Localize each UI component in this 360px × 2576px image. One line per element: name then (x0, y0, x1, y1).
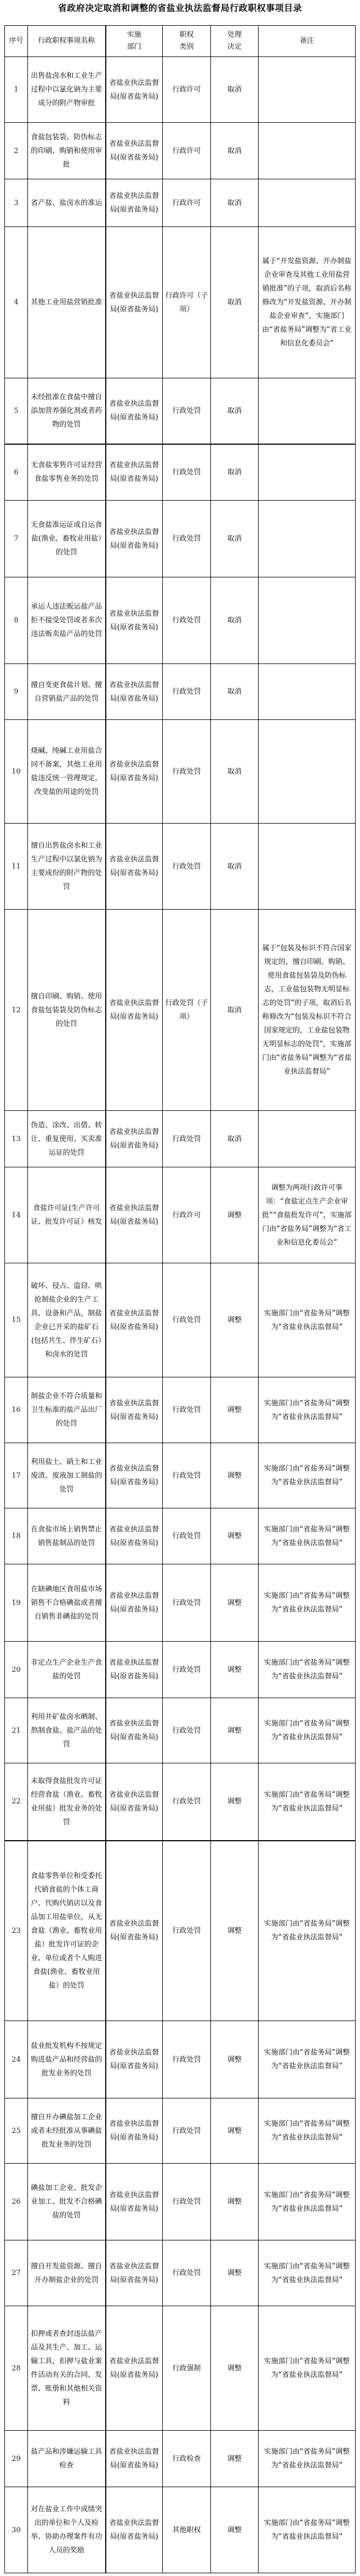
cell-seq: 17 (5, 1443, 28, 1508)
cell-category: 行政检查 (163, 2431, 211, 2487)
table-row (5, 577, 356, 664)
cell-seq: 24 (5, 2021, 28, 2098)
cell-decision: 取消 (211, 1111, 259, 1167)
table-row (5, 2487, 356, 2573)
cell-note: 实施部门由“省盐务局”调整为“省盐业执法监督局” (259, 2240, 356, 2306)
header-note: 备注 (259, 26, 356, 57)
cell-category: 行政许可 (163, 1167, 211, 1263)
cell-category: 行政处罚 (163, 2098, 211, 2164)
cell-item-name: 烧碱、纯碱工业用盐合同不备案，其他工业用盐违反统一管理规定，改变盐的用途的处罚 (28, 720, 106, 824)
cell-decision: 调整 (211, 2487, 259, 2573)
authority-items-table (4, 25, 356, 2573)
cell-decision: 调整 (211, 1841, 259, 2021)
cell-item-name: 食盐包装袋、防伪标志的印刷、购销和使用审批 (28, 123, 106, 179)
cell-category: 行政处罚 (163, 1377, 211, 1443)
cell-seq: 26 (5, 2164, 28, 2240)
cell-category: 行政处罚 (163, 1841, 211, 2021)
cell-decision: 取消 (211, 444, 259, 501)
cell-category: 行政处罚 (163, 2021, 211, 2098)
cell-dept: 省盐业执法监督局(原省盐务局) (106, 1841, 163, 2021)
cell-decision: 调整 (211, 1642, 259, 1698)
table-row (5, 1841, 356, 2021)
cell-item-name: 未取得食盐批发许可证经营食盐（渔业、畜牧业用盐）批发业务的处罚 (28, 1763, 106, 1841)
table-row (5, 1564, 356, 1642)
cell-seq: 14 (5, 1167, 28, 1263)
cell-note (259, 179, 356, 227)
cell-note (259, 720, 356, 824)
cell-note: 实施部门由“省盐务局”调整为“省盐业执法监督局” (259, 2306, 356, 2431)
cell-dept: 省盐业执法监督局(原省盐务局) (106, 1263, 163, 1377)
cell-seq: 22 (5, 1763, 28, 1841)
cell-category: 行政强制 (163, 2306, 211, 2431)
table-row (5, 123, 356, 179)
table-row (5, 2431, 356, 2487)
cell-category: 行政处罚 (163, 378, 211, 444)
cell-item-name: 非定点生产企业生产食盐的处罚 (28, 1642, 106, 1698)
cell-dept: 省盐业执法监督局(原省盐务局) (106, 2431, 163, 2487)
table-row (5, 1167, 356, 1263)
cell-category: 行政处罚 (163, 1698, 211, 1763)
cell-category: 行政处罚 (163, 664, 211, 720)
header-dept-line1: 实施 (127, 31, 141, 39)
cell-note (259, 123, 356, 179)
cell-note (259, 444, 356, 501)
cell-item-name: 擅自印刷、购销、使用食盐包装袋及防伪标志的处罚 (28, 910, 106, 1111)
cell-note: 实施部门由“省盐务局”调整为“省盐业执法监督局” (259, 2021, 356, 2098)
cell-category: 行政处罚 (163, 1508, 211, 1564)
cell-dept: 省盐业执法监督局(原省盐务局) (106, 1698, 163, 1763)
cell-category: 行政处罚 (163, 501, 211, 577)
cell-seq: 27 (5, 2240, 28, 2306)
header-seq: 序号 (5, 26, 28, 57)
cell-category: 行政处罚 (163, 1642, 211, 1698)
cell-category: 行政处罚 (163, 720, 211, 824)
cell-decision: 取消 (211, 57, 259, 123)
cell-seq: 1 (5, 57, 28, 123)
table-row (5, 378, 356, 444)
cell-decision: 取消 (211, 577, 259, 664)
cell-decision: 调整 (211, 1377, 259, 1443)
cell-decision: 取消 (211, 227, 259, 378)
cell-item-name: 擅自开发盐资源、擅自开办制盐企业的处罚 (28, 2240, 106, 2306)
cell-dept: 省盐业执法监督局(原省盐务局) (106, 2306, 163, 2431)
table-row (5, 1111, 356, 1167)
cell-dept: 省盐业执法监督局(原省盐务局) (106, 501, 163, 577)
cell-decision: 取消 (211, 824, 259, 910)
cell-dept: 省盐业执法监督局(原省盐务局) (106, 1564, 163, 1642)
cell-note (259, 501, 356, 577)
cell-decision: 调整 (211, 1167, 259, 1263)
cell-note (259, 577, 356, 664)
cell-category: 行政处罚 (163, 444, 211, 501)
cell-seq: 5 (5, 378, 28, 444)
table-row (5, 444, 356, 501)
page-title: 省政府决定取消和调整的省盐业执法监督局行政职权事项目录 (58, 3, 302, 13)
cell-dept: 省盐业执法监督局(原省盐务局) (106, 1167, 163, 1263)
table-row (5, 824, 356, 910)
cell-decision: 取消 (211, 179, 259, 227)
cell-decision: 调整 (211, 2164, 259, 2240)
cell-dept: 省盐业执法监督局(原省盐务局) (106, 1377, 163, 1443)
cell-dept: 省盐业执法监督局(原省盐务局) (106, 2487, 163, 2573)
cell-category: 行政许可 (163, 179, 211, 227)
cell-item-name: 制盐企业不符合质量和卫生标准的盐产品出厂的处罚 (28, 1377, 106, 1443)
table-row (5, 2240, 356, 2306)
table-row (5, 910, 356, 1111)
cell-dept: 省盐业执法监督局(原省盐务局) (106, 910, 163, 1111)
cell-decision: 调整 (211, 2306, 259, 2431)
table-row (5, 1508, 356, 1564)
cell-dept: 省盐业执法监督局(原省盐务局) (106, 2021, 163, 2098)
cell-seq: 19 (5, 1564, 28, 1642)
cell-dept: 省盐业执法监督局(原省盐务局) (106, 123, 163, 179)
cell-seq: 10 (5, 720, 28, 824)
cell-category: 行政处罚 (163, 1111, 211, 1167)
cell-note (259, 664, 356, 720)
cell-note: 实施部门由“省盐务局”调整为“省盐业执法监督局” (259, 1698, 356, 1763)
table-row (5, 720, 356, 824)
table-row (5, 1642, 356, 1698)
cell-seq: 8 (5, 577, 28, 664)
cell-item-name: 食盐许可证(生产许可证、批发许可证）核发 (28, 1167, 106, 1263)
table-row (5, 664, 356, 720)
cell-item-name: 食盐零售单位和受委托代销食盐的个体工商户、代购代销店以及食品加工用盐单位，从无食盐（渔业、畜牧业用盐）批发许可证的企业、单位或者个人购进食盐(渔业、畜牧业用盐）的处罚 (28, 1841, 106, 2021)
cell-note (259, 824, 356, 910)
cell-note: 实施部门由“省盐务局”调整为“省盐业执法监督局” (259, 1443, 356, 1508)
cell-item-name: 盐业批发机构不按规定购进盐产品和经营盐的批发业务的处罚 (28, 2021, 106, 2098)
cell-note (259, 1111, 356, 1167)
cell-category: 行政处罚 (163, 1564, 211, 1642)
cell-category: 行政处罚 (163, 577, 211, 664)
cell-seq: 7 (5, 501, 28, 577)
table-row (5, 2021, 356, 2098)
cell-seq: 29 (5, 2431, 28, 2487)
header-dept-line2: 部门 (127, 43, 141, 51)
cell-item-name: 碘盐加工企业、批发企业加工、批发不合格碘盐的处罚 (28, 2164, 106, 2240)
cell-dept: 省盐业执法监督局(原省盐务局) (106, 2164, 163, 2240)
table-row (5, 1443, 356, 1508)
header-decision-line2: 决定 (227, 43, 242, 51)
cell-category: 行政处罚（子项） (163, 910, 211, 1111)
cell-seq: 25 (5, 2098, 28, 2164)
cell-decision: 取消 (211, 501, 259, 577)
cell-seq: 21 (5, 1698, 28, 1763)
cell-note: 属于“开发盐资源、开办制盐企业审查及其他工业用盐营销批准”的子项，取消后名称修改为“开发盐资源、开办制盐企业审查”，实施部门由“省盐务局”调整为“省工业和信息化委员会” (259, 227, 356, 378)
cell-note: 属于“包装及标识不符合国家规定的，擅自印刷、购销、使用食盐包装袋及防伪标志，工业盐包装物无明显标志的处罚”的子项，取消后名称修改为“包装及标识不符合国家规定的，工业盐包装物无明显标志的处罚”，实施部门由“省盐务局”调整为“省盐业执法监督局” (259, 910, 356, 1111)
header-dept (106, 26, 163, 57)
cell-dept: 省盐业执法监督局(原省盐务局) (106, 824, 163, 910)
cell-seq: 9 (5, 664, 28, 720)
header-category-line2: 类别 (179, 43, 194, 51)
cell-item-name: 利用井矿盐卤水晒制、熬制食盐、盐产品的处罚 (28, 1698, 106, 1763)
cell-seq: 11 (5, 824, 28, 910)
cell-dept: 省盐业执法监督局(原省盐务局) (106, 720, 163, 824)
cell-seq: 20 (5, 1642, 28, 1698)
cell-seq: 23 (5, 1841, 28, 2021)
cell-item-name: 无食盐零售许可证经营食盐零售业务的处罚 (28, 444, 106, 501)
cell-note: 实施部门由“省盐务局”调整为“省盐业执法监督局” (259, 2431, 356, 2487)
cell-note: 实施部门由“省盐务局”调整为“省盐业执法监督局” (259, 1642, 356, 1698)
cell-decision: 调整 (211, 1698, 259, 1763)
cell-decision: 调整 (211, 1508, 259, 1564)
cell-dept: 省盐业执法监督局(原省盐务局) (106, 444, 163, 501)
table-body (5, 57, 356, 2573)
cell-item-name: 利用盐土、硝土和工业废渣、废液加工制盐的处罚 (28, 1443, 106, 1508)
table-row (5, 2164, 356, 2240)
cell-item-name: 对在盐业工作中成绩突出的单位和个人及检举、协助办理案件有功人员的奖励 (28, 2487, 106, 2573)
cell-item-name: 在缺碘地区食用盐市场销售不合格碘盐或者擅自销售非碘盐的处罚 (28, 1564, 106, 1642)
cell-dept: 省盐业执法监督局(原省盐务局) (106, 1111, 163, 1167)
table-row (5, 1698, 356, 1763)
cell-category: 行政处罚 (163, 2164, 211, 2240)
cell-dept: 省盐业执法监督局(原省盐务局) (106, 664, 163, 720)
cell-note (259, 378, 356, 444)
cell-seq: 12 (5, 910, 28, 1111)
cell-item-name: 在食盐市场上销售禁止销售盐制品的处罚 (28, 1508, 106, 1564)
cell-decision: 调整 (211, 1263, 259, 1377)
cell-seq: 4 (5, 227, 28, 378)
table-row (5, 1377, 356, 1443)
cell-seq: 15 (5, 1263, 28, 1377)
cell-category: 行政处罚 (163, 1263, 211, 1377)
cell-category: 行政处罚 (163, 2240, 211, 2306)
cell-note: 实施部门由“省盐务局”调整为“省盐业执法监督局” (259, 1508, 356, 1564)
cell-decision: 调整 (211, 2431, 259, 2487)
cell-dept: 省盐业执法监督局(原省盐务局) (106, 179, 163, 227)
table-row (5, 2098, 356, 2164)
cell-item-name: 无食盐准运证或自运食盐(渔业、畜牧业用盐）的处罚 (28, 501, 106, 577)
cell-note: 实施部门由“省盐务局”调整为“省盐业执法监督局” (259, 2487, 356, 2573)
cell-note: 实施部门由“省盐务局”调整为“省盐业执法监督局” (259, 1564, 356, 1642)
cell-decision: 取消 (211, 664, 259, 720)
cell-category: 行政处罚 (163, 1443, 211, 1508)
table-row (5, 1763, 356, 1841)
table-row (5, 227, 356, 378)
cell-item-name: 承运人违法贩运盐产品拒不接受处罚或者多次违法贩卖盐产品的处罚 (28, 577, 106, 664)
table-row (5, 2306, 356, 2431)
header-category-line1: 职权 (179, 31, 194, 39)
cell-dept: 省盐业执法监督局(原省盐务局) (106, 378, 163, 444)
cell-dept: 省盐业执法监督局(原省盐务局) (106, 1443, 163, 1508)
cell-item-name: 其他工业用盐营销批准 (28, 227, 106, 378)
cell-seq: 28 (5, 2306, 28, 2431)
table-header-row (5, 26, 356, 57)
table-row (5, 501, 356, 577)
cell-category: 行政处罚 (163, 824, 211, 910)
cell-item-name: 擅自出售盐卤水和工业生产过程中以氯化钠为主要成份的附产物的处罚 (28, 824, 106, 910)
cell-decision: 取消 (211, 378, 259, 444)
cell-decision: 调整 (211, 1763, 259, 1841)
cell-decision: 调整 (211, 2098, 259, 2164)
cell-item-name: 省产盐、盐卤水的准运 (28, 179, 106, 227)
table-row (5, 57, 356, 123)
cell-dept: 省盐业执法监督局(原省盐务局) (106, 57, 163, 123)
cell-dept: 省盐业执法监督局(原省盐务局) (106, 1763, 163, 1841)
header-decision (211, 26, 259, 57)
cell-item-name: 盐产品和涉嫌运输工具检查 (28, 2431, 106, 2487)
cell-item-name: 破坏、侵占、盗窃、哄抢制盐企业的生产工具、设备和产品，制盐企业已开采的盐矿石(包括共生、伴生矿石）和卤水的处罚 (28, 1263, 106, 1377)
cell-note: 实施部门由“省盐务局”调整为“省盐业执法监督局” (259, 1841, 356, 2021)
cell-item-name: 擅自开办碘盐加工企业或者未经批准从事碘盐批发业务的处罚 (28, 2098, 106, 2164)
cell-seq: 6 (5, 444, 28, 501)
cell-category: 其他职权 (163, 2487, 211, 2573)
cell-note: 实施部门由“省盐务局”调整为“省盐业执法监督局” (259, 2098, 356, 2164)
cell-note: 实施部门由“省盐务局”调整为“省盐业执法监督局” (259, 2164, 356, 2240)
table-row (5, 1263, 356, 1377)
cell-note (259, 57, 356, 123)
cell-item-name: 伪造、涂改、出借、转让、重复使用、买卖准运证的处罚 (28, 1111, 106, 1167)
cell-category: 行政许可（子项） (163, 227, 211, 378)
cell-seq: 2 (5, 123, 28, 179)
cell-category: 行政许可 (163, 57, 211, 123)
table-row (5, 179, 356, 227)
cell-dept: 省盐业执法监督局(原省盐务局) (106, 2240, 163, 2306)
cell-note: 实施部门由“省盐务局”调整为“省盐业执法监督局” (259, 1763, 356, 1841)
cell-item-name: 未经批准在食盐中擅自添加营养强化剂或者药物的处罚 (28, 378, 106, 444)
cell-dept: 省盐业执法监督局(原省盐务局) (106, 2098, 163, 2164)
header-decision-line1: 处理 (227, 31, 242, 39)
cell-decision: 调整 (211, 2240, 259, 2306)
cell-note: 实施部门由“省盐务局”调整为“省盐业执法监督局” (259, 1263, 356, 1377)
cell-decision: 取消 (211, 910, 259, 1111)
cell-note: 调整为两项行政许可事项：“食盐定点生产企业审批”“食盐批发许可”，实施部门由“省盐务局”调整为“省工业和信息化委员会” (259, 1167, 356, 1263)
cell-decision: 调整 (211, 1443, 259, 1508)
cell-category: 行政许可 (163, 123, 211, 179)
header-name: 行政职权事项名称 (28, 26, 106, 57)
cell-item-name: 出售盐卤水和工业生产过程中以氯化钠为主要成分的附产物审批 (28, 57, 106, 123)
cell-dept: 省盐业执法监督局(原省盐务局) (106, 227, 163, 378)
header-category (163, 26, 211, 57)
cell-item-name: 扣押或者查封违法盐产品及其生产、加工、运输工具，扣押与盐业案件活动有关的合同、发票、账册和其他相关资料 (28, 2306, 106, 2431)
cell-seq: 3 (5, 179, 28, 227)
cell-seq: 13 (5, 1111, 28, 1167)
cell-note: 实施部门由“省盐务局”调整为“省盐业执法监督局” (259, 1377, 356, 1443)
cell-decision: 调整 (211, 1564, 259, 1642)
cell-dept: 省盐业执法监督局(原省盐务局) (106, 1642, 163, 1698)
cell-item-name: 擅自变更食盐计划、擅自营销盐产品的处罚 (28, 664, 106, 720)
cell-category: 行政处罚 (163, 1763, 211, 1841)
cell-decision: 调整 (211, 2021, 259, 2098)
cell-dept: 省盐业执法监督局(原省盐务局) (106, 1508, 163, 1564)
cell-seq: 30 (5, 2487, 28, 2573)
cell-dept: 省盐业执法监督局(原省盐务局) (106, 577, 163, 664)
cell-decision: 取消 (211, 720, 259, 824)
cell-seq: 16 (5, 1377, 28, 1443)
cell-decision: 取消 (211, 123, 259, 179)
cell-seq: 18 (5, 1508, 28, 1564)
